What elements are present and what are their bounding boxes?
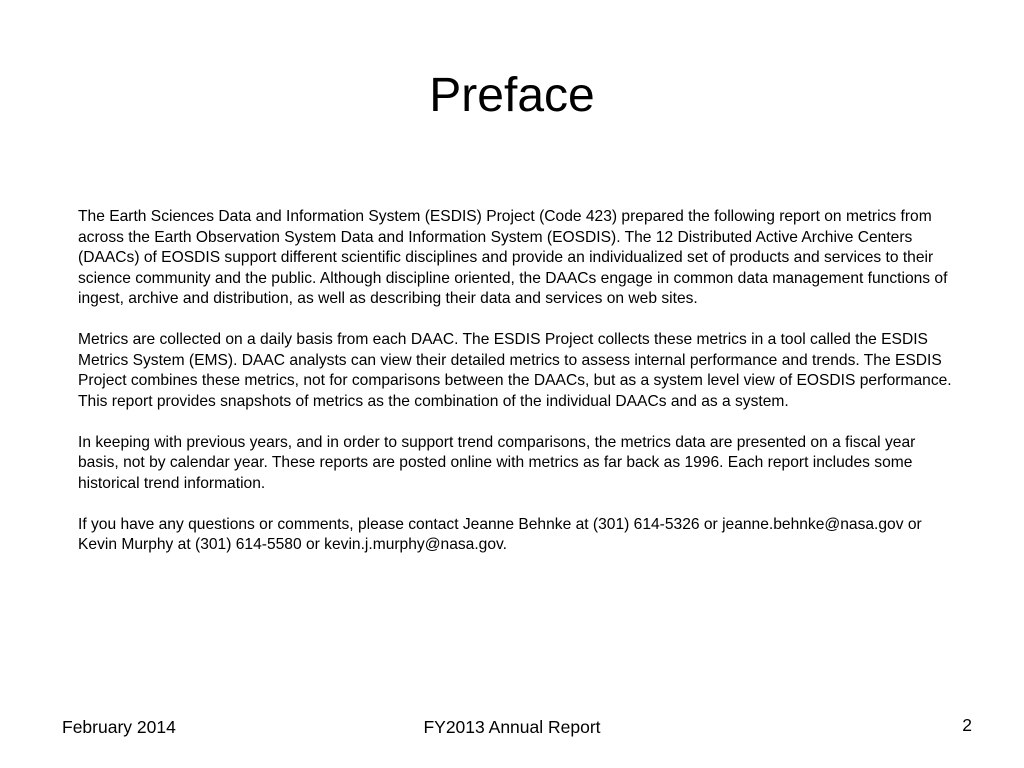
paragraph-metrics-collection: Metrics are collected on a daily basis from each DAAC. The ESDIS Project collects these metrics in a tool called the ESDIS Metrics System (EMS). DAAC analysts can view their detailed metrics to assess internal performance and trends. The ESDIS Project combines these metrics, not for comparisons between the DAACs, but as a system level view of EOSDIS performance. This report provides snapshots of metrics as the combination of the individual DAACs and as a system.: [78, 331, 952, 410]
footer-date: February 2014: [62, 717, 176, 737]
footer-report-title: FY2013 Annual Report: [423, 717, 601, 737]
paragraph-overview: The Earth Sciences Data and Information System (ESDIS) Project (Code 423) prepared the following report on metrics from across the Earth Observation System Data and Information System (EOSDIS). The 12 Distributed Active Archive Centers (DAACs) of EOSDIS support different scientific disciplines and provide an individualized set of products and services to their science community and the public. Although discipline oriented, the DAACs engage in common data management functions of ingest, archive and distribution, as well as describing their data and services on web sites.: [78, 208, 948, 307]
slide-title: Preface: [429, 69, 595, 122]
footer-page-number: 2: [962, 715, 972, 735]
paragraph-contact: If you have any questions or comments, please contact Jeanne Behnke at (301) 614-5326 or jeanne.behnke@nasa.gov or Kevin Murphy at (301) 614-5580 or kevin.j.murphy@nasa.gov.: [78, 515, 922, 553]
paragraph-fiscal-year: In keeping with previous years, and in order to support trend comparisons, the metrics data are presented on a fiscal year basis, not by calendar year. These reports are posted online with metrics as far back as 1996. Each report includes some historical trend information.: [78, 433, 916, 492]
preface-body: [78, 207, 958, 576]
